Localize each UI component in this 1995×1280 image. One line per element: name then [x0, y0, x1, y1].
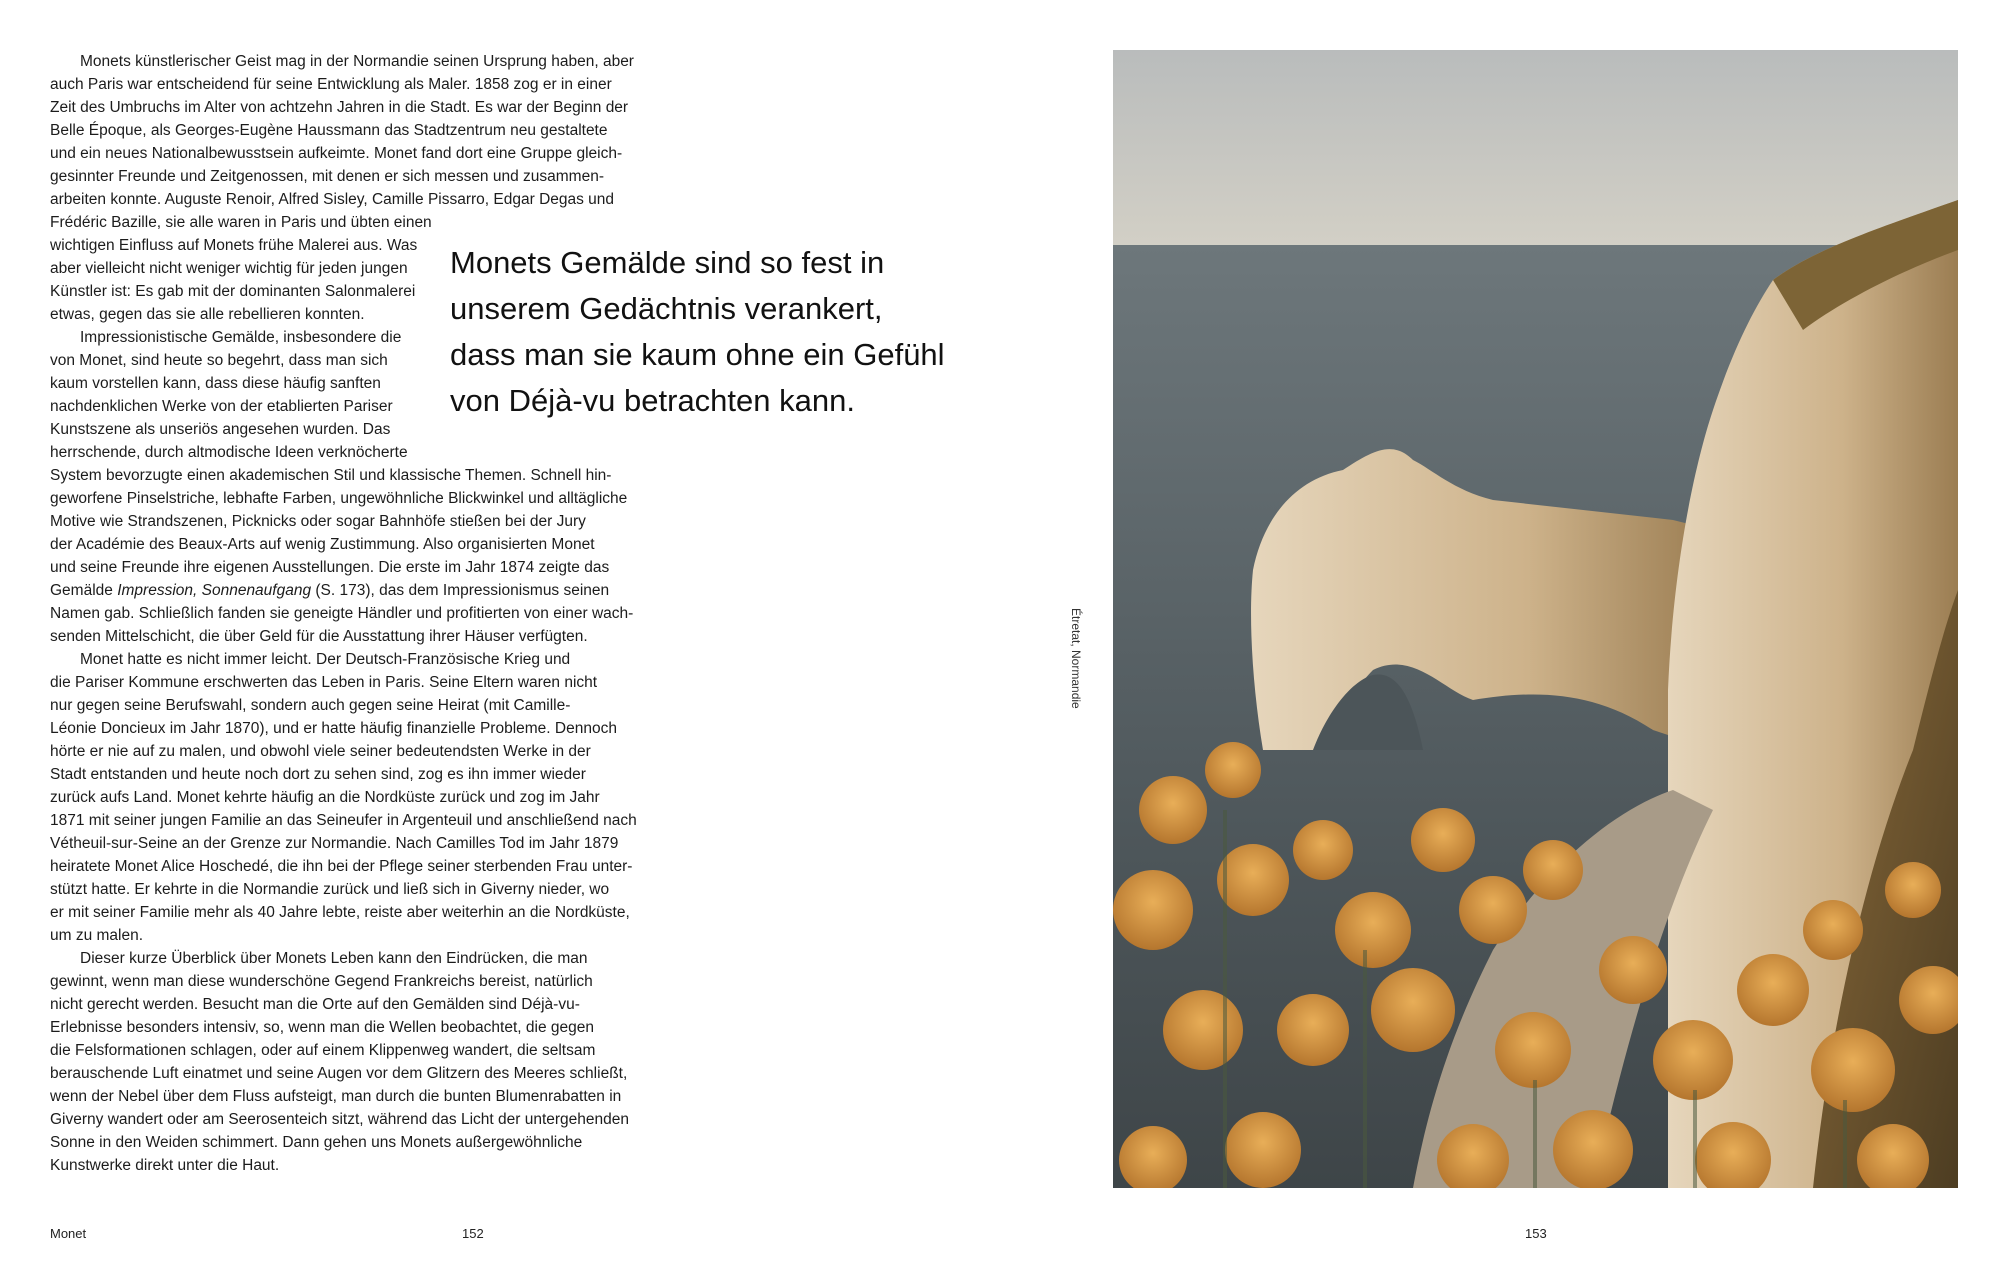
- body-text-line: Vétheuil-sur-Seine an der Grenze zur Normandie. Nach Camilles Tod im Jahr 1879: [50, 835, 619, 852]
- body-text-line: auch Paris war entscheidend für seine Entwicklung als Maler. 1858 zog er in einer: [50, 76, 612, 93]
- body-text-line: die Felsformationen schlagen, oder auf einem Klippenweg wandert, die seltsam: [50, 1042, 596, 1059]
- body-text-line: Erlebnisse besonders intensiv, so, wenn man die Wellen beobachtet, die gegen: [50, 1019, 594, 1036]
- body-text-line: stützt hatte. Er kehrte in die Normandie zurück und ließ sich in Giverny nieder, wo: [50, 881, 610, 898]
- body-text-line: und seine Freunde ihre eigenen Ausstellungen. Die erste im Jahr 1874 zeigte das: [50, 559, 610, 576]
- body-text-line: von Monet, sind heute so begehrt, dass man sich: [50, 352, 388, 369]
- body-text-line: aber vielleicht nicht weniger wichtig für jeden jungen: [50, 260, 408, 277]
- body-text-line: Frédéric Bazille, sie alle waren in Paris und übten einen: [50, 214, 432, 231]
- body-text-line: nachdenklichen Werke von der etablierten Pariser: [50, 398, 393, 415]
- body-text-line: der Académie des Beaux-Arts auf wenig Zustimmung. Also organisierten Monet: [50, 536, 595, 553]
- body-text-line: nicht gerecht werden. Besucht man die Orte auf den Gemälden sind Déjà-vu-: [50, 996, 580, 1013]
- body-text-line: Sonne in den Weiden schimmert. Dann gehen uns Monets außergewöhnliche: [50, 1134, 583, 1151]
- pull-quote-line: unserem Gedächtnis verankert,: [450, 291, 883, 326]
- running-footer-title: Monet: [50, 1226, 87, 1241]
- body-text-line: Léonie Doncieux im Jahr 1870), und er hatte häufig finanzielle Probleme. Dennoch: [50, 720, 617, 737]
- pull-quote-line: dass man sie kaum ohne ein Gefühl: [450, 337, 945, 372]
- body-text-line: Gemälde Impression, Sonnenaufgang (S. 173), das dem Impressionismus seinen: [50, 582, 610, 599]
- body-text-line: Künstler ist: Es gab mit der dominanten Salonmalerei: [50, 283, 416, 300]
- body-text-line: Kunstwerke direkt unter die Haut.: [50, 1157, 280, 1174]
- photo-caption-text: Étretat, Normandie: [1069, 608, 1083, 709]
- body-text-line: System bevorzugte einen akademischen Stil und klassische Themen. Schnell hin-: [50, 467, 612, 484]
- body-text-line: zurück aufs Land. Monet kehrte häufig an die Nordküste zurück und zog im Jahr: [50, 789, 600, 806]
- body-text-line: 1871 mit seiner jungen Familie an das Seineufer in Argenteuil und anschließend nach: [50, 812, 637, 829]
- body-text-line: Monet hatte es nicht immer leicht. Der Deutsch-Französische Krieg und: [80, 651, 571, 668]
- body-text-line: Zeit des Umbruchs im Alter von achtzehn Jahren in die Stadt. Es war der Beginn der: [50, 99, 629, 116]
- pull-quote-line: von Déjà-vu betrachten kann.: [450, 383, 855, 418]
- cliff-landscape-illustration: [1113, 50, 1958, 1188]
- body-text-line: senden Mittelschicht, die über Geld für die Ausstattung ihrer Häuser verfügten.: [50, 628, 588, 645]
- page-number-right: 153: [1525, 1226, 1547, 1241]
- body-text-line: Monets künstlerischer Geist mag in der Normandie seinen Ursprung haben, aber: [80, 53, 634, 70]
- body-text-line: er mit seiner Familie mehr als 40 Jahre lebte, reiste aber weiterhin an die Nordküste,: [50, 904, 630, 921]
- pull-quote: [450, 240, 1010, 424]
- body-text-line: Impressionistische Gemälde, insbesondere die: [80, 329, 402, 346]
- body-text-line: nur gegen seine Berufswahl, sondern auch gegen seine Heirat (mit Camille-: [50, 697, 571, 714]
- body-text-line: etwas, gegen das sie alle rebellieren konnten.: [50, 306, 365, 323]
- body-text-line: hörte er nie auf zu malen, und obwohl viele seiner bedeutendsten Werke in der: [50, 743, 591, 760]
- body-text-line: kaum vorstellen kann, dass diese häufig sanften: [50, 375, 381, 392]
- body-text-line: wichtigen Einfluss auf Monets frühe Malerei aus. Was: [50, 237, 418, 254]
- body-text-line: Dieser kurze Überblick über Monets Leben kann den Eindrücken, die man: [80, 950, 588, 967]
- body-text-line: und ein neues Nationalbewusstsein aufkeimte. Monet fand dort eine Gruppe gleich-: [50, 145, 623, 162]
- body-text-line: heiratete Monet Alice Hoschedé, die ihn bei der Pflege seiner sterbenden Frau unter-: [50, 858, 633, 875]
- body-text-line: Kunstszene als unseriös angesehen wurden. Das: [50, 421, 391, 438]
- page-number-left: 152: [462, 1226, 484, 1241]
- body-text-line: um zu malen.: [50, 927, 144, 944]
- body-text-line: berauschende Luft einatmet und seine Augen vor dem Glitzern des Meeres schließt,: [50, 1065, 628, 1082]
- body-text-line: die Pariser Kommune erschwerten das Leben in Paris. Seine Eltern waren nicht: [50, 674, 598, 691]
- body-text-line: arbeiten konnte. Auguste Renoir, Alfred Sisley, Camille Pissarro, Edgar Degas und: [50, 191, 615, 208]
- body-text-line: wenn der Nebel über dem Fluss aufsteigt, man durch die bunten Blumenrabatten in: [50, 1088, 622, 1105]
- body-text-line: gesinnter Freunde und Zeitgenossen, mit denen er sich messen und zusammen-: [50, 168, 604, 185]
- body-text-line: gewinnt, wenn man diese wunderschöne Gegend Frankreichs bereist, natürlich: [50, 973, 593, 990]
- body-text-column: [50, 50, 790, 1177]
- pull-quote-line: Monets Gemälde sind so fest in: [450, 245, 885, 280]
- body-text-line: geworfene Pinselstriche, lebhafte Farben, ungewöhnliche Blickwinkel und alltägliche: [50, 490, 628, 507]
- etretat-photo: [1113, 50, 1958, 1188]
- body-text-line: herrschende, durch altmodische Ideen verknöcherte: [50, 444, 408, 461]
- body-text-line: Stadt entstanden und heute noch dort zu sehen sind, zog es ihn immer wieder: [50, 766, 586, 783]
- body-text-line: Belle Époque, als Georges-Eugène Haussmann das Stadtzentrum neu gestaltete: [50, 122, 608, 139]
- body-text-line: Giverny wandert oder am Seerosenteich sitzt, während das Licht der untergehenden: [50, 1111, 630, 1128]
- body-text-line: Motive wie Strandszenen, Picknicks oder sogar Bahnhöfe stießen bei der Jury: [50, 513, 586, 530]
- photo-caption: [1069, 608, 1083, 720]
- body-text-line: Namen gab. Schließlich fanden sie geneigte Händler und profitierten von einer wach-: [50, 605, 634, 622]
